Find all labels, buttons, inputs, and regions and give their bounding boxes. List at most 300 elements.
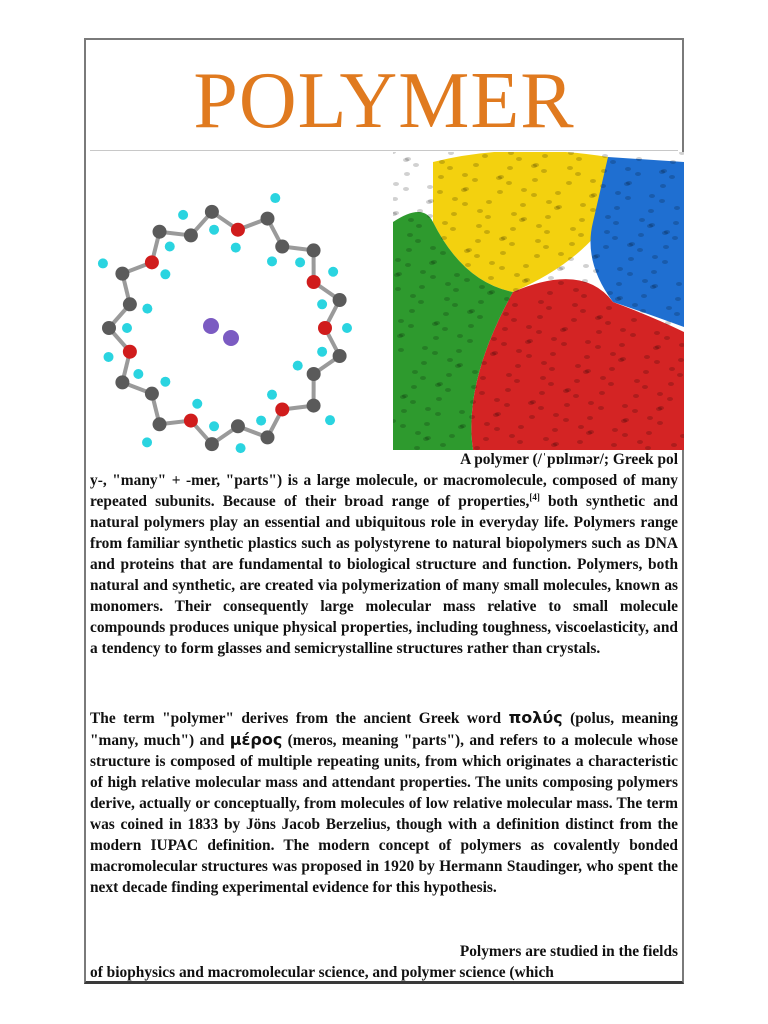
pellet-shade (432, 351, 438, 355)
pellet-shade (649, 194, 655, 198)
hydrogen-atom (295, 257, 305, 267)
pellet-shade (644, 355, 650, 359)
carbon-atom (307, 243, 321, 257)
pellet-shade (435, 412, 441, 416)
pellet-shade (660, 184, 666, 188)
pellet-shade (493, 413, 499, 417)
pellet-shade (529, 415, 535, 419)
pellet-shade (543, 245, 549, 249)
pellet-shade (625, 167, 631, 171)
etymology-text-b: (polus, meaning "many, much") and (90, 710, 678, 749)
central-atom (203, 318, 219, 334)
document-page (84, 38, 684, 984)
carbon-atom (260, 430, 274, 444)
pellet-shade (615, 191, 621, 195)
pellet-shade (610, 160, 616, 164)
pellet-shade (455, 364, 461, 368)
etymology-text-c: (meros, meaning "parts"), and refers to a molecule whose structure is composed of multiple repeating units, from which originates a characteristic of high relative molecular mass and attendant properties. The units composing polymers derive, actually or conceptually, from molecules of low relative molecular mass. The term was coined in 1833 by Jöns Jacob Berzelius, though with a definition distinct from the modern IUPAC definition. The modern concept of polymers as covalently bonded macromolecular structures was proposed in 1920 by Hermann Staudinger, who spent the next decade finding experimental evidence for this hypothesis. (90, 732, 678, 896)
pellet-shade (599, 391, 605, 395)
pellet-shade (479, 285, 485, 289)
pellet-shade (541, 361, 547, 365)
pellet-shade (622, 433, 628, 437)
pellet-shade (557, 267, 563, 271)
pellet-shade (412, 370, 418, 374)
pellet-shade (615, 297, 621, 301)
pellet-shade (419, 285, 425, 289)
pellet-shade (491, 337, 497, 341)
hydrogen-atom (328, 267, 338, 277)
pellet-shade (676, 282, 682, 286)
pellet-shade (426, 200, 432, 204)
pellet-shade (467, 339, 473, 343)
carbon-atom (307, 399, 321, 413)
hydrogen-atom (317, 347, 327, 357)
pellet-shade (404, 172, 410, 176)
pellet-shade (662, 231, 668, 235)
pellet-shade (484, 422, 490, 426)
hydrogen-atom (142, 437, 152, 447)
pellet-shade (675, 297, 681, 301)
pellet-shade (467, 310, 473, 314)
hydrogen-atom (122, 323, 132, 333)
carbon-atom (153, 417, 167, 431)
carbon-atom (231, 419, 245, 433)
pellet-shade (547, 291, 553, 295)
pellet-shade (550, 352, 556, 356)
pellet-shade (605, 321, 611, 325)
pellet-shade (674, 206, 680, 210)
pellet-shade (403, 158, 409, 162)
pellet-shade (394, 273, 400, 277)
pellet-shade (516, 349, 522, 353)
pellet-shade (474, 254, 480, 258)
pellet-shade (417, 209, 423, 213)
pellet-shade (555, 191, 561, 195)
pellet-shade (589, 194, 595, 198)
pellet-shade (593, 269, 599, 273)
pellet-shade (439, 160, 445, 164)
pellet-shade (518, 425, 524, 429)
etymology-text-a: The term "polymer" derives from the ancient Greek word (90, 710, 509, 727)
pellet-shade (483, 437, 489, 441)
pellet-shade (436, 397, 442, 401)
pellet-shade (548, 382, 554, 386)
pellet-shade (612, 428, 618, 432)
pellet-shade (430, 246, 436, 250)
pellet-shade (397, 334, 403, 338)
pellet-shade (672, 236, 678, 240)
pellet-shade (472, 178, 478, 182)
pellet-shade (578, 233, 584, 237)
hydrogen-atom (192, 399, 202, 409)
pellet-shade (606, 306, 612, 310)
pellet-shade (490, 352, 496, 356)
pellet-shade (568, 257, 574, 261)
hydrogen-atom (142, 304, 152, 314)
pellet-shade (449, 434, 455, 438)
carbon-atom (333, 349, 347, 363)
pellet-shade (564, 403, 570, 407)
hydrogen-atom (160, 269, 170, 279)
pellet-shade (627, 272, 633, 276)
hydrogen-atom (270, 193, 280, 203)
greek-word-meros: μέρος (229, 730, 283, 749)
pellet-shade (411, 385, 417, 389)
pellet-shade (409, 309, 415, 313)
pellet-shade (514, 379, 520, 383)
hydrogen-atom (133, 369, 143, 379)
pellet-shade (452, 197, 458, 201)
pellet-shade (446, 373, 452, 377)
pellet-shade (553, 413, 559, 417)
pellet-shade (544, 230, 550, 234)
paragraph-fields-first-line: Polymers are studied in the fields (459, 943, 678, 960)
pellet-shade (531, 193, 537, 197)
pellet-shade (398, 319, 404, 323)
pellet-shade (447, 358, 453, 362)
pellet-shade (610, 352, 616, 356)
pellet-shade (647, 224, 653, 228)
pellet-shade (575, 172, 581, 176)
pellet-shade (478, 300, 484, 304)
oxygen-atom (307, 275, 321, 289)
pellet-shade (440, 251, 446, 255)
pellet-shade (482, 154, 488, 158)
pellet-shade (484, 230, 490, 234)
pellet-shade (543, 437, 549, 441)
hydrogen-atom (325, 415, 335, 425)
pellet-shade (627, 243, 633, 247)
pellet-shade (621, 419, 627, 423)
pellet-shade (415, 239, 421, 243)
pellet-shade (536, 330, 542, 334)
pellet-shade (424, 422, 430, 426)
carbon-atom (333, 293, 347, 307)
pellet-shade (667, 397, 673, 401)
pellet-shade (574, 379, 580, 383)
pellet-shade (438, 175, 444, 179)
pellet-shade (451, 212, 457, 216)
pellet-shade (537, 315, 543, 319)
pellet-shade (536, 224, 542, 228)
pellet-shade (473, 163, 479, 167)
pellet-shade (628, 257, 634, 261)
hydrogen-atom (160, 377, 170, 387)
pellet-shade (407, 233, 413, 237)
pellet-shade (648, 209, 654, 213)
pellet-shade (469, 415, 475, 419)
paragraph-intro-text-a: y-, "many" + -mer, "parts") is a large molecule, or macromolecule, composed of many repeated subunits. Because of their broad range of properties, (90, 472, 678, 510)
page-title: POLYMER (193, 57, 575, 145)
pellet-shade (521, 188, 527, 192)
hydrogen-atom (165, 242, 175, 252)
pellet-shade (462, 173, 468, 177)
pellet-shade (581, 294, 587, 298)
pellet-shade (429, 261, 435, 265)
pellet-shade (437, 190, 443, 194)
hydrogen-atom (178, 210, 188, 220)
pellet-shade (393, 182, 399, 186)
pellet-shade (572, 303, 578, 307)
pellet-shade (624, 182, 630, 186)
pellet-shade (608, 382, 614, 386)
paragraph-intro-first-line: A polymer (/ˈpɒlɪmər/; Greek pol (460, 451, 678, 468)
pellet-shade (470, 400, 476, 404)
pellet-shade (489, 261, 495, 265)
pellet-shade (457, 334, 463, 338)
pellet-shade (450, 227, 456, 231)
pellet-shade (479, 391, 485, 395)
pellet-shade (554, 206, 560, 210)
pellet-shade (403, 187, 409, 191)
pellet-shade (673, 221, 679, 225)
pellet-shade (538, 406, 544, 410)
hydrogen-atom (267, 256, 277, 266)
pellet-shade (445, 388, 451, 392)
pellet-shade (481, 361, 487, 365)
pellet-shade (576, 157, 582, 161)
pellet-shade (635, 172, 641, 176)
pellet-shade (641, 294, 647, 298)
pellet-shade (596, 330, 602, 334)
pellet-shade (516, 157, 522, 161)
pellet-shade (507, 166, 513, 170)
pellet-shade (575, 364, 581, 368)
paragraph-etymology (90, 707, 678, 898)
pellet-shade (435, 383, 441, 387)
pellet-shade (577, 440, 583, 444)
pellet-shade (642, 385, 648, 389)
pellet-shade (522, 279, 528, 283)
carbon-atom (307, 367, 321, 381)
pellet-shade (400, 395, 406, 399)
pellet-shade (506, 181, 512, 185)
pellet-shade (595, 316, 601, 320)
pellet-shade (525, 340, 531, 344)
pellet-shade (620, 328, 626, 332)
pellet-shade (570, 227, 576, 231)
pellet-shade (406, 248, 412, 252)
pellet-shade (600, 376, 606, 380)
pellet-shade (659, 170, 665, 174)
pellet-shade (539, 391, 545, 395)
pellet-shade (607, 291, 613, 295)
hydrogen-atom (256, 416, 266, 426)
pellet-shade (494, 398, 500, 402)
paragraph-intro (90, 449, 678, 659)
pellet-shade (618, 358, 624, 362)
pellet-shade (587, 416, 593, 420)
pellet-shade (420, 270, 426, 274)
pellet-shade (472, 370, 478, 374)
pellet-shade (633, 394, 639, 398)
pellet-shade (427, 185, 433, 189)
pellet-shade (637, 440, 643, 444)
pellet-shade (535, 239, 541, 243)
pellet-shade (445, 282, 451, 286)
pellet-shade (669, 367, 675, 371)
pellet-shade (519, 218, 525, 222)
pellet-shade (520, 203, 526, 207)
pellet-shade (425, 407, 431, 411)
pellet-shade (465, 263, 471, 267)
pellet-shade (632, 409, 638, 413)
pellet-shade (526, 354, 532, 358)
pellet-shade (642, 279, 648, 283)
pellet-shade (471, 385, 477, 389)
pellet-shade (611, 443, 617, 447)
pellet-shade (632, 303, 638, 307)
pellet-shade (523, 264, 529, 268)
pellet-shade (671, 443, 677, 447)
pellet-shade (477, 209, 483, 213)
pellet-shade (423, 437, 429, 441)
pellet-shade (677, 373, 683, 377)
pellet-shade (517, 440, 523, 444)
pellet-shade (485, 215, 491, 219)
plastic-pellets-image (393, 152, 684, 450)
pellet-shade (666, 306, 672, 310)
pellet-shade (571, 318, 577, 322)
pellet-shade (668, 382, 674, 386)
pellet-shade (602, 154, 608, 158)
pellet-shade (506, 373, 512, 377)
pellet-shade (427, 214, 433, 218)
pellet-shade (476, 224, 482, 228)
hydrogen-atom (231, 243, 241, 253)
pellet-shade (656, 407, 662, 411)
citation-link[interactable]: [4] (529, 491, 540, 502)
pellet-shade (558, 252, 564, 256)
pellet-shade (609, 367, 615, 371)
pellet-shade (420, 376, 426, 380)
pellet-shade (497, 190, 503, 194)
pellet-shade (625, 196, 631, 200)
pellet-shade (432, 322, 438, 326)
pellet-shade (440, 443, 446, 447)
pellet-shade (622, 404, 628, 408)
pellet-shade (592, 255, 598, 259)
pellet-shade (590, 208, 596, 212)
pellet-shade (665, 321, 671, 325)
hydrogen-atom (104, 352, 114, 362)
hydrogen-atom (209, 421, 219, 431)
pellet-shade (504, 403, 510, 407)
pellet-shade (515, 364, 521, 368)
pellet-shade (532, 178, 538, 182)
pellet-shade (528, 401, 534, 405)
pellet-shade (501, 342, 507, 346)
pellet-shade (586, 431, 592, 435)
pellet-shade (405, 263, 411, 267)
pellet-shade (511, 212, 517, 216)
oxygen-atom (318, 321, 332, 335)
hydrogen-atom (209, 225, 219, 235)
carbon-atom (153, 225, 167, 239)
pellet-shade (630, 333, 636, 337)
pellet-shade (510, 227, 516, 231)
pellet-shade (395, 258, 401, 262)
pellet-shade (464, 278, 470, 282)
pellet-shade (541, 169, 547, 173)
pellet-shade (640, 309, 646, 313)
pellet-shade (401, 409, 407, 413)
pellet-shade (639, 218, 645, 222)
pellet-shade (496, 176, 502, 180)
pellet-shade (464, 249, 470, 253)
pellet-shade (580, 203, 586, 207)
pellet-shade (459, 410, 465, 414)
pellet-shade (475, 239, 481, 243)
pellet-shade (651, 270, 657, 274)
pellet-shade (653, 346, 659, 350)
pellet-shade (499, 237, 505, 241)
pellet-shade (514, 273, 520, 277)
pellet-shade (573, 288, 579, 292)
pellet-shade (447, 166, 453, 170)
pellet-shade (442, 327, 448, 331)
pellet-shade (634, 379, 640, 383)
pellet-shade (453, 288, 459, 292)
pellet-shade (605, 215, 611, 219)
pellet-shade (664, 336, 670, 340)
pellet-shade (494, 427, 500, 431)
pellet-shade (569, 242, 575, 246)
pellet-shade (652, 255, 658, 259)
pellet-shade (563, 418, 569, 422)
pellet-shade (461, 188, 467, 192)
pellet-shade (590, 179, 596, 183)
carbon-atom (123, 297, 137, 311)
carbon-atom (115, 267, 129, 281)
pellet-shade (549, 367, 555, 371)
pellet-shade (398, 348, 404, 352)
pellet-shade (534, 254, 540, 258)
pellet-shade (477, 315, 483, 319)
pellet-shade (454, 273, 460, 277)
pellet-shade (643, 370, 649, 374)
pellet-shade (659, 199, 665, 203)
pellet-shade (443, 312, 449, 316)
pellet-shade (526, 325, 532, 329)
hydrogen-atom (293, 361, 303, 371)
pellet-shade (603, 245, 609, 249)
pellet-shade (456, 349, 462, 353)
pellet-shade (422, 346, 428, 350)
paragraph-intro-text-b: both synthetic and natural polymers play an essential and ubiquitous role in everyday life. Polymers range from familiar synthetic plastics such as polystyrene to natural biopolymers such as DNA and proteins that are fundamental to biological structure and function. Polymers, both natural and synthetic, are created via polymerization of many small molecules, known as monomers. Their consequently large molecular mass relative to small molecule compounds produces unique physical properties, including toughness, viscoelasticity, and a tendency to form glasses and semicrystalline structures rather than crystals. (90, 493, 678, 657)
pellet-shade (678, 358, 684, 362)
pellet-shade (548, 276, 554, 280)
pellet-shade (546, 306, 552, 310)
pellet-shade (580, 309, 586, 313)
oxygen-atom (184, 414, 198, 428)
pellet-shade (647, 416, 653, 420)
carbon-atom (205, 205, 219, 219)
carbon-atom (184, 228, 198, 242)
pellet-shade (563, 389, 569, 393)
oxygen-atom (231, 223, 245, 237)
pellet-shade (637, 248, 643, 252)
central-atom (223, 330, 239, 346)
pellet-shade (410, 294, 416, 298)
pellet-shade (480, 376, 486, 380)
pellet-shade (560, 328, 566, 332)
pellet-shade (444, 297, 450, 301)
pellet-shade (654, 331, 660, 335)
pellet-shade (674, 312, 680, 316)
molecule-illustration (86, 178, 376, 478)
pellet-shade (573, 394, 579, 398)
